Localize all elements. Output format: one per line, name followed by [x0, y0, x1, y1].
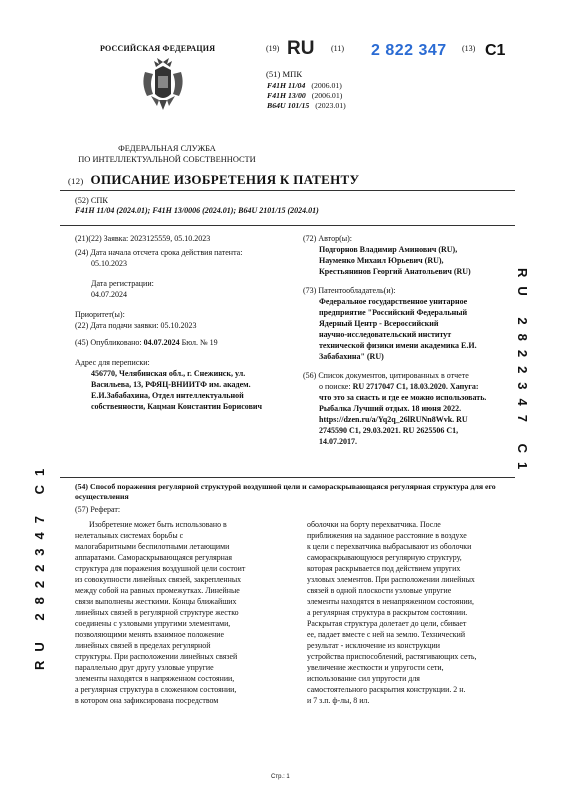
kind-code: C1	[485, 42, 506, 59]
divider	[60, 225, 515, 226]
divider	[60, 477, 515, 478]
address-line: собственности, Кацман Константин Борисович	[91, 402, 263, 411]
abstract-line: структуры. При расположении линейных связей	[75, 652, 238, 661]
abstract-line: нелетальных системах борьбы с	[75, 531, 184, 540]
abstract-line: которая раскрывается под действием упругих	[307, 564, 461, 573]
owner-line: Ядерный Центр - Всероссийский	[319, 319, 439, 328]
bibliographic-left	[75, 233, 285, 412]
abstract-line: элементы находятся в напряженном состоянии,	[75, 674, 235, 683]
term-date: 05.10.2023	[91, 259, 127, 268]
code-11: (11)	[331, 44, 345, 53]
owner-line: технической физики имени академика Е.И.	[319, 341, 477, 350]
author-name: Подгорнов Владимир Аминович (RU),	[319, 245, 458, 254]
mpk-item: F41H 11/04 (2006.01)	[267, 81, 342, 90]
abstract-line: линейных связей в пределах регулярной	[75, 641, 211, 650]
abstract-line: малогабаритными беспилотными летающими	[75, 542, 230, 551]
divider	[60, 190, 515, 191]
code-13: (13)	[462, 44, 476, 53]
abstract-line: узловых элементов. При расположении линейных	[307, 575, 475, 584]
priority-value: (22) Дата подачи заявки: 05.10.2023	[75, 321, 197, 330]
patent-number: 2 822 347	[371, 42, 447, 59]
docs-line: Рыбалка Лучший отдых. 18 июня 2022.	[319, 404, 462, 413]
abstract-line: элементы находятся в ненапряженном состоянии,	[307, 597, 474, 606]
mpk-label: (51) МПК	[266, 69, 303, 79]
abstract-line: а регулярная структура в сложенном состоянии,	[75, 685, 237, 694]
published-line: (45) Опубликовано: 04.07.2024 Бюл. № 19	[75, 338, 218, 347]
invention-title: (54) Способ поражения регулярной структурой воздушной цели и самораскрывающаяся регулярная структура для его осуществления	[75, 482, 496, 501]
mpk-item: B64U 101/15 (2023.01)	[267, 101, 346, 110]
abstract-line: самораскрывающуюся регулярную структуру,	[307, 553, 462, 562]
agency-line-2: ПО ИНТЕЛЛЕКТУАЛЬНОЙ СОБСТВЕННОСТИ	[78, 155, 256, 164]
spk-label: (52) СПК	[75, 196, 108, 205]
abstract-line: связей в одной плоскости узловые упругие	[307, 586, 452, 595]
abstract-line: результат - исключение из конструкции	[307, 641, 440, 650]
docs-label: (56) Список документов, цитированных в отчете	[303, 371, 469, 380]
agency-line-1: ФЕДЕРАЛЬНАЯ СЛУЖБА	[118, 144, 216, 153]
abstract-line: позволяющими менять взаимное положение	[75, 630, 224, 639]
address-line: 456770, Челябинская обл., г. Снежинск, ул.	[91, 369, 246, 378]
mpk-list	[267, 81, 346, 111]
abstract-line: и 7 з.п. ф-лы, 8 ил.	[307, 696, 370, 705]
application-info: (21)(22) Заявка: 2023125559, 05.10.2023	[75, 234, 211, 243]
title-code: (12)	[68, 176, 84, 186]
abstract-line: к цели с перехватчика выбрасывают из оболочки	[307, 542, 472, 551]
owner-line: научно-исследовательский институт	[319, 330, 452, 339]
abstract-left-column	[75, 519, 275, 706]
abstract-line: связи выполнены жесткими. Концы ближайших	[75, 597, 237, 606]
docs-line: https://dzen.ru/a/Yq2q_26lRUNn8Wvk. RU	[319, 415, 468, 424]
registration-date: 04.07.2024	[91, 290, 127, 299]
docs-line: что это за снасть и где ее можно использовать.	[319, 393, 487, 402]
code-19: (19)	[266, 44, 280, 53]
abstract-line: структура для поражения воздушной цели состоит	[75, 564, 246, 573]
docs-line: 2745590 C1, 29.03.2021. RU 2625506 C1,	[319, 426, 459, 435]
author-name: Крестьянинов Георгий Анатольевич (RU)	[319, 267, 471, 276]
abstract-line: в котором она зафиксирована посредством	[75, 696, 219, 705]
document-title	[68, 172, 359, 188]
side-label-left: RU 2822347 C1	[32, 459, 47, 670]
address-line: Васильева, 13, РФЯЦ-ВНИИТФ им. академ.	[91, 380, 251, 389]
abstract-line: соединены с узловыми упругими элементами,	[75, 619, 231, 628]
agency-name	[60, 143, 274, 165]
author-name: Науменко Михаил Юрьевич (RU),	[319, 256, 444, 265]
authors-label: (72) Автор(ы):	[303, 234, 352, 243]
country-code: RU	[287, 38, 315, 59]
owner-line: Забабахина" (RU)	[319, 352, 384, 361]
abstract-line: увеличение жесткости и упругости сети,	[307, 663, 444, 672]
abstract-line: из совокупности линейных связей, закрепленных	[75, 575, 242, 584]
abstract-label: (57) Реферат:	[75, 505, 121, 514]
abstract-line: а регулярная структура в раскрытом состоянии.	[307, 608, 468, 617]
docs-line: о поиске: RU 2717047 C1, 18.03.2020. Хапуга:	[319, 382, 479, 391]
side-label-right: RU 2822347 C1	[515, 268, 530, 479]
priority-label: Приоритет(ы):	[75, 310, 125, 319]
abstract-line: ее, падает вместе с ней на землю. Технический	[307, 630, 466, 639]
owner-line: Федеральное государственное унитарное	[319, 297, 468, 306]
bibliographic-right	[303, 233, 503, 447]
abstract-line: между собой на равных промежутках. Линейные	[75, 586, 240, 595]
abstract-line: устройства приспособлений, растягивающих сеть,	[307, 652, 477, 661]
term-label: (24) Дата начала отсчета срока действия патента:	[75, 248, 243, 257]
abstract-line: Раскрытая структура долетает до цели, сбивает	[307, 619, 467, 628]
abstract-line: аппаратами. Самораскрывающаяся регулярная	[75, 553, 233, 562]
docs-line: 14.07.2017.	[319, 437, 357, 446]
registration-label: Дата регистрации:	[91, 279, 154, 288]
coat-of-arms-emblem	[137, 56, 189, 114]
abstract-line: линейных связей в регулярной структуре жестко	[75, 608, 239, 617]
abstract-line: самостоятельного раскрытия конструкции. 2 н.	[307, 685, 466, 694]
abstract-line: приближения на заданное расстояние в воздухе	[307, 531, 467, 540]
abstract-line: оболочки на борту перехватчика. После	[307, 520, 441, 529]
owner-label: (73) Патентообладатель(и):	[303, 286, 396, 295]
title-text: ОПИСАНИЕ ИЗОБРЕТЕНИЯ К ПАТЕНТУ	[90, 172, 360, 187]
address-label: Адрес для переписки:	[75, 358, 150, 367]
abstract-line: Изобретение может быть использовано в	[89, 520, 227, 529]
abstract-right-column	[307, 519, 513, 706]
owner-line: предприятие "Российский Федеральный	[319, 308, 468, 317]
address-line: Е.И.Забабахина, Отдел интеллектуальной	[91, 391, 244, 400]
abstract-line: использование сил упругости для	[307, 674, 420, 683]
abstract-line: параллельно друг другу узловые упругие	[75, 663, 214, 672]
page-footer: Стр.: 1	[271, 774, 290, 780]
spk-value: F41H 11/04 (2024.01); F41H 13/0006 (2024.01); B64U 2101/15 (2024.01)	[75, 206, 319, 215]
mpk-item: F41H 13/00 (2006.01)	[267, 91, 343, 100]
country-name: РОССИЙСКАЯ ФЕДЕРАЦИЯ	[100, 44, 216, 53]
